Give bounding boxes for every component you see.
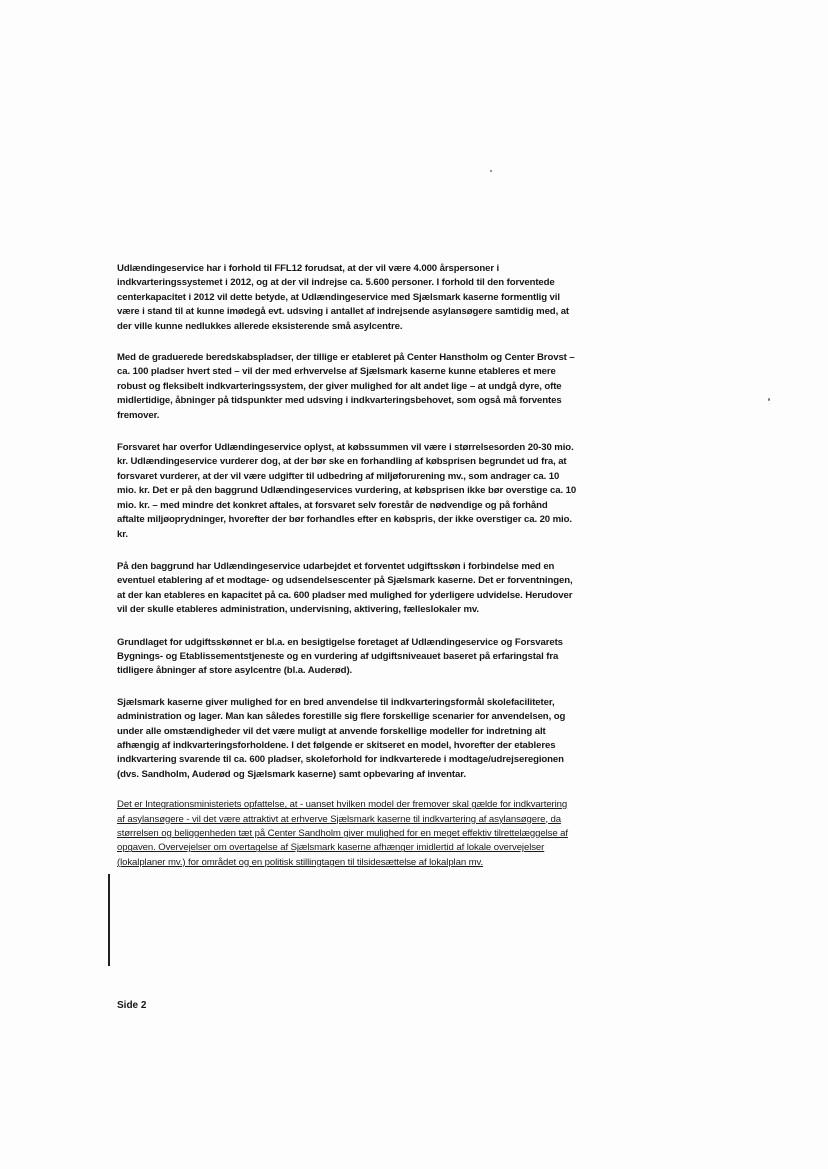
scan-speck	[768, 398, 770, 401]
page-number: Side 2	[117, 1000, 147, 1011]
scan-speck	[490, 170, 492, 172]
paragraph-capacity-forecast: Udlændingeservice har i forhold til FFL12 forudsat, at der vil være 4.000 årspersoner i indkvarteringssystemet i 2012, og at der vil indrejse ca. 5.600 personer. I forhold til den forventede centerkapacitet i 2012 vil dette betyde, at Udlændingeservice med Sjælsmark kaserne formentlig vil være i stand til at kunne imødegå evt. udsving i antallet af indrejsende asylansøgere samtidig med, at der ville kunne nedlukkes allerede eksisterende små asylcentre.	[117, 263, 570, 332]
paragraph-emergency-places: Med de graduerede beredskabspladser, der tillige er etableret på Center Hanstholm og Center Brovst – ca. 100 pladser hvert sted – vil der med erhvervelse af Sjælsmark kaserne kunne etableres et mere robust og fleksibelt indkvarteringssystem, der giver mulighed for alt andet lige – at undgå dyre, ofte midlertidige, åbninger på tidspunkter med udsving i indkvarteringsbehovet, som også må forventes fremover.	[117, 352, 575, 421]
document-body	[117, 262, 577, 886]
paragraph-purchase-price: Forsvaret har overfor Udlændingeservice oplyst, at købssummen vil være i størrelsesorden 20-30 mio. kr. Udlændingeservice vurderer dog, at der bør ske en forhandling af købsprisen begrundet ud fra, at forsvaret vurderer, at der vil være udgifter til udbedring af miljøforurening mv., som andrager ca. 10 mio. kr. Det er på den baggrund Udlændingeservices vurdering, at købsprisen ikke bør overstige ca. 10 mio. kr. – med mindre det konkret aftales, at forsvaret selv forestår de nødvendige og på forhånd aftalte miljøoprydninger, hvorefter der bør forhandles efter en købspris, der ikke overstiger ca. 20 mio. kr.	[117, 442, 577, 540]
paragraph-usage-scenarios: Sjælsmark kaserne giver mulighed for en bred anvendelse til indkvarteringsformål skolefaciliteter, administration og lager. Man kan således forestille sig flere forskellige scenarier for anvendelsen, og under alle omstændigheder vil det være muligt at anvende forskellige modeller for indretning alt afhængig af indkvarteringsforholdene. I det følgende er skitseret en model, hvorefter der etableres indkvartering svarende til ca. 600 pladser, skoleforhold for indkvarterede i modtage/udrejseregionen (dvs. Sandholm, Auderød og Sjælsmark kaserne) samt opbevaring af inventar.	[117, 696, 566, 780]
paragraph-ministry-assessment: Det er Integrationsministeriets opfattelse, at - uanset hvilken model der fremover skal gælde for indkvartering af asylansøgere - vil det være attraktivt at erhverve Sjælsmark kaserne til indkvartering af asylansøgere, da størrelsen og beliggenheden tæt på Center Sandholm giver mulighed for en meget effektiv tilrettelæggelse af opgaven. Overvejelser om overtagelse af Sjælsmark kaserne afhænger imidlertid af lokale overvejelser (lokalplaner mv.) for området og en politisk stillingtagen til tilsidesættelse af lokalplan mv.	[117, 799, 568, 868]
paragraph-estimate-basis: Grundlaget for udgiftsskønnet er bl.a. en besigtigelse foretaget af Udlændingeservice og Forsvarets Bygnings- og Etablissementstjeneste og en vurdering af udgiftsniveauet baseret på erfaringstal fra tidligere åbninger af store asylcentre (bl.a. Auderød).	[117, 636, 563, 677]
paragraph-cost-estimate: På den baggrund har Udlændingeservice udarbejdet et forventet udgiftsskøn i forbindelse med en eventuel etablering af et modtage- og udsendelsescenter på Sjælsmark kaserne. Det er forventningen, at der kan etableres en kapacitet på ca. 600 pladser med mulighed for yderligere udvidelse. Herudover vil der skulle etableres administration, undervisning, aktivering, fælleslokaler mv.	[117, 560, 573, 616]
margin-marker-line	[108, 874, 110, 966]
